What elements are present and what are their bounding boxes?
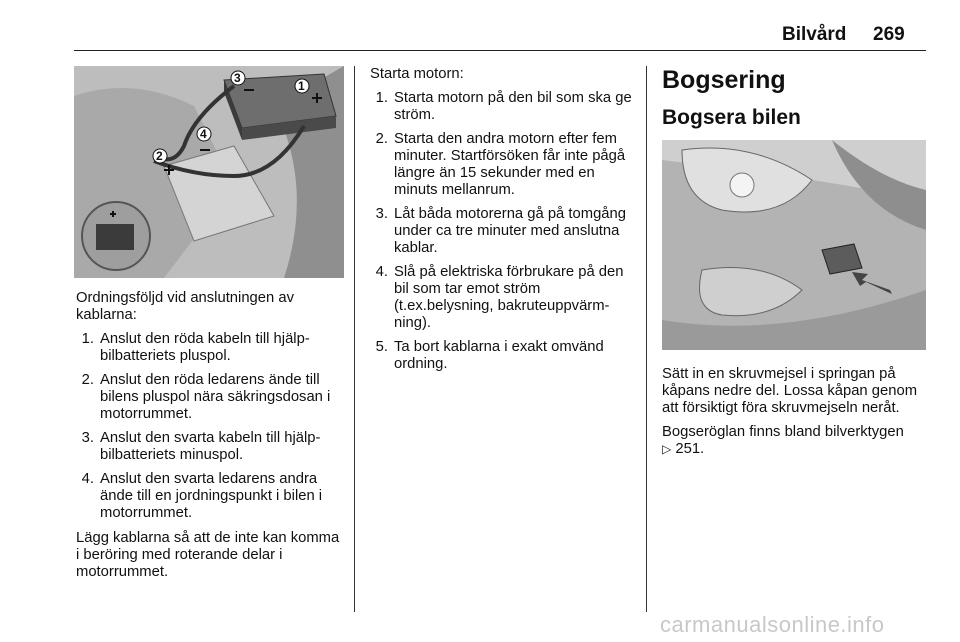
col3-para1: Sätt in en skruvmejsel i springan på kåpans nedre del. Lossa kåpan genom att försiktigt föra skruvmejseln neråt. xyxy=(662,366,918,416)
col2-steps xyxy=(370,90,636,373)
list-item: 4. Slå på elektriska förbrukare på den bil som tar emot ström (t.ex.belysning, bakruteuppvärm-ning). xyxy=(375,264,624,331)
column-divider-1 xyxy=(354,66,355,612)
figure-label-3: 3 xyxy=(234,71,241,85)
page-reference-icon: ▷ xyxy=(662,442,672,456)
page-reference[interactable]: 251. xyxy=(675,441,705,457)
col1-steps xyxy=(76,331,346,522)
col2-intro: Starta motorn: xyxy=(370,66,464,82)
figure-label-2: 2 xyxy=(156,149,163,163)
page-number: 269 xyxy=(873,24,905,45)
heading-towing: Bogsering xyxy=(662,66,786,94)
list-item: 2. Starta den andra motorn efter fem minuter. Startförsöken får inte pågå längre än 15 sekunder med en minuts mellanrum. xyxy=(375,131,626,198)
watermark: carmanualsonline.info xyxy=(660,612,885,637)
list-item: 3. Låt båda motorerna gå på tomgång under ca tre minuter med anslutna kablar. xyxy=(375,206,626,256)
jump-start-illustration xyxy=(74,66,344,278)
list-item: 1. Anslut den röda kabeln till hjälp-bilbatteriets pluspol. xyxy=(81,331,310,364)
section-title: Bilvård xyxy=(782,24,847,45)
list-item: 4. Anslut den svarta ledarens andra ände till en jordningspunkt i bilen i motorrummet. xyxy=(81,471,323,521)
column-2 xyxy=(370,66,636,381)
list-item: 5. Ta bort kablarna i exakt omvänd ordning. xyxy=(375,339,604,372)
header-rule xyxy=(74,50,926,51)
column-divider-2 xyxy=(646,66,647,612)
list-item: 3. Anslut den svarta kabeln till hjälp-bilbatteriets minuspol. xyxy=(81,430,321,463)
column-1 xyxy=(76,290,346,588)
heading-tow-car: Bogsera bilen xyxy=(662,106,801,129)
figure-label-1: 1 xyxy=(298,79,305,93)
list-item: 2. Anslut den röda ledarens ände till bilens pluspol nära säkringsdosan i motorrummet. xyxy=(81,372,331,422)
figure-label-4: 4 xyxy=(200,127,207,141)
tow-eye-cover-illustration xyxy=(662,140,926,350)
list-item: 1. Starta motorn på den bil som ska ge ström. xyxy=(375,90,632,123)
col3-para2: Bogseröglan finns bland bilverktygen ▷ 251. xyxy=(662,424,904,457)
col1-intro: Ordningsföljd vid anslutningen av kablarna: xyxy=(76,290,294,323)
column-3 xyxy=(662,366,926,465)
col1-outro: Lägg kablarna så att de inte kan komma i beröring med roterande delar i motorrummet. xyxy=(76,530,340,580)
